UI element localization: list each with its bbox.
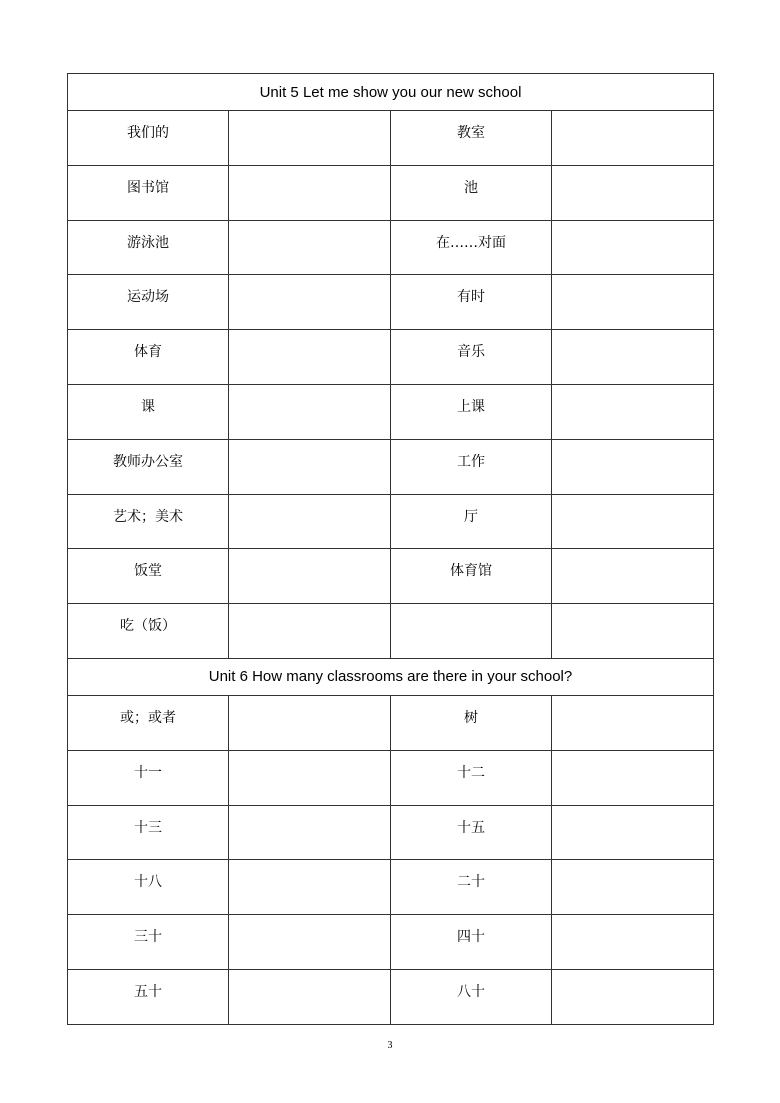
unit-header-row xyxy=(68,658,714,695)
chinese-word-cell: 饭堂 xyxy=(68,549,229,604)
chinese-word-cell: 运动场 xyxy=(68,275,229,330)
chinese-word-cell: 我们的 xyxy=(68,111,229,166)
answer-blank-cell[interactable] xyxy=(229,915,391,970)
answer-blank-cell[interactable] xyxy=(552,805,714,860)
table-row xyxy=(68,549,714,604)
table-row xyxy=(68,165,714,220)
answer-blank-cell[interactable] xyxy=(229,604,391,659)
answer-blank-cell[interactable] xyxy=(229,220,391,275)
answer-blank-cell[interactable] xyxy=(552,750,714,805)
chinese-word-cell: 在……对面 xyxy=(391,220,552,275)
page-number: 3 xyxy=(387,1040,393,1051)
chinese-word-cell: 四十 xyxy=(391,915,552,970)
answer-blank-cell[interactable] xyxy=(552,969,714,1024)
table-row xyxy=(68,915,714,970)
table-row xyxy=(68,439,714,494)
answer-blank-cell[interactable] xyxy=(552,384,714,439)
table-row xyxy=(68,384,714,439)
table-row xyxy=(68,111,714,166)
chinese-word-cell: 八十 xyxy=(391,969,552,1024)
chinese-word-cell: 教师办公室 xyxy=(68,439,229,494)
table-row xyxy=(68,695,714,750)
table-row xyxy=(68,750,714,805)
chinese-word-cell: 十三 xyxy=(68,805,229,860)
answer-blank-cell[interactable] xyxy=(552,695,714,750)
table-row xyxy=(68,330,714,385)
chinese-word-cell: 树 xyxy=(391,695,552,750)
chinese-word-cell: 工作 xyxy=(391,439,552,494)
chinese-word-cell: 厅 xyxy=(391,494,552,549)
unit-title: Unit 5 Let me show you our new school xyxy=(68,74,714,111)
chinese-word-cell: 五十 xyxy=(68,969,229,1024)
answer-blank-cell[interactable] xyxy=(229,750,391,805)
chinese-word-cell xyxy=(391,604,552,659)
answer-blank-cell[interactable] xyxy=(552,604,714,659)
chinese-word-cell: 二十 xyxy=(391,860,552,915)
answer-blank-cell[interactable] xyxy=(552,220,714,275)
table-row xyxy=(68,494,714,549)
chinese-word-cell: 艺术；美术 xyxy=(68,494,229,549)
answer-blank-cell[interactable] xyxy=(229,275,391,330)
answer-blank-cell[interactable] xyxy=(229,494,391,549)
answer-blank-cell[interactable] xyxy=(229,384,391,439)
answer-blank-cell[interactable] xyxy=(552,860,714,915)
vocabulary-table-body xyxy=(68,74,714,1025)
table-row xyxy=(68,969,714,1024)
chinese-word-cell: 池 xyxy=(391,165,552,220)
answer-blank-cell[interactable] xyxy=(229,860,391,915)
table-row xyxy=(68,275,714,330)
answer-blank-cell[interactable] xyxy=(552,275,714,330)
answer-blank-cell[interactable] xyxy=(229,695,391,750)
chinese-word-cell: 三十 xyxy=(68,915,229,970)
answer-blank-cell[interactable] xyxy=(229,330,391,385)
chinese-word-cell: 音乐 xyxy=(391,330,552,385)
answer-blank-cell[interactable] xyxy=(229,111,391,166)
chinese-word-cell: 或；或者 xyxy=(68,695,229,750)
unit-header-row xyxy=(68,74,714,111)
chinese-word-cell: 有时 xyxy=(391,275,552,330)
table-row xyxy=(68,860,714,915)
answer-blank-cell[interactable] xyxy=(552,549,714,604)
chinese-word-cell: 十八 xyxy=(68,860,229,915)
answer-blank-cell[interactable] xyxy=(552,915,714,970)
chinese-word-cell: 课 xyxy=(68,384,229,439)
answer-blank-cell[interactable] xyxy=(229,969,391,1024)
chinese-word-cell: 十五 xyxy=(391,805,552,860)
table-row xyxy=(68,604,714,659)
chinese-word-cell: 十二 xyxy=(391,750,552,805)
chinese-word-cell: 体育馆 xyxy=(391,549,552,604)
chinese-word-cell: 吃（饭） xyxy=(68,604,229,659)
answer-blank-cell[interactable] xyxy=(229,439,391,494)
answer-blank-cell[interactable] xyxy=(229,549,391,604)
answer-blank-cell[interactable] xyxy=(552,439,714,494)
chinese-word-cell: 十一 xyxy=(68,750,229,805)
chinese-word-cell: 体育 xyxy=(68,330,229,385)
answer-blank-cell[interactable] xyxy=(552,111,714,166)
chinese-word-cell: 图书馆 xyxy=(68,165,229,220)
chinese-word-cell: 游泳池 xyxy=(68,220,229,275)
chinese-word-cell: 教室 xyxy=(391,111,552,166)
answer-blank-cell[interactable] xyxy=(552,330,714,385)
answer-blank-cell[interactable] xyxy=(552,494,714,549)
unit-title: Unit 6 How many classrooms are there in your school? xyxy=(68,658,714,695)
answer-blank-cell[interactable] xyxy=(229,805,391,860)
answer-blank-cell[interactable] xyxy=(229,165,391,220)
chinese-word-cell: 上课 xyxy=(391,384,552,439)
table-row xyxy=(68,805,714,860)
table-row xyxy=(68,220,714,275)
answer-blank-cell[interactable] xyxy=(552,165,714,220)
vocabulary-table xyxy=(67,73,714,1025)
